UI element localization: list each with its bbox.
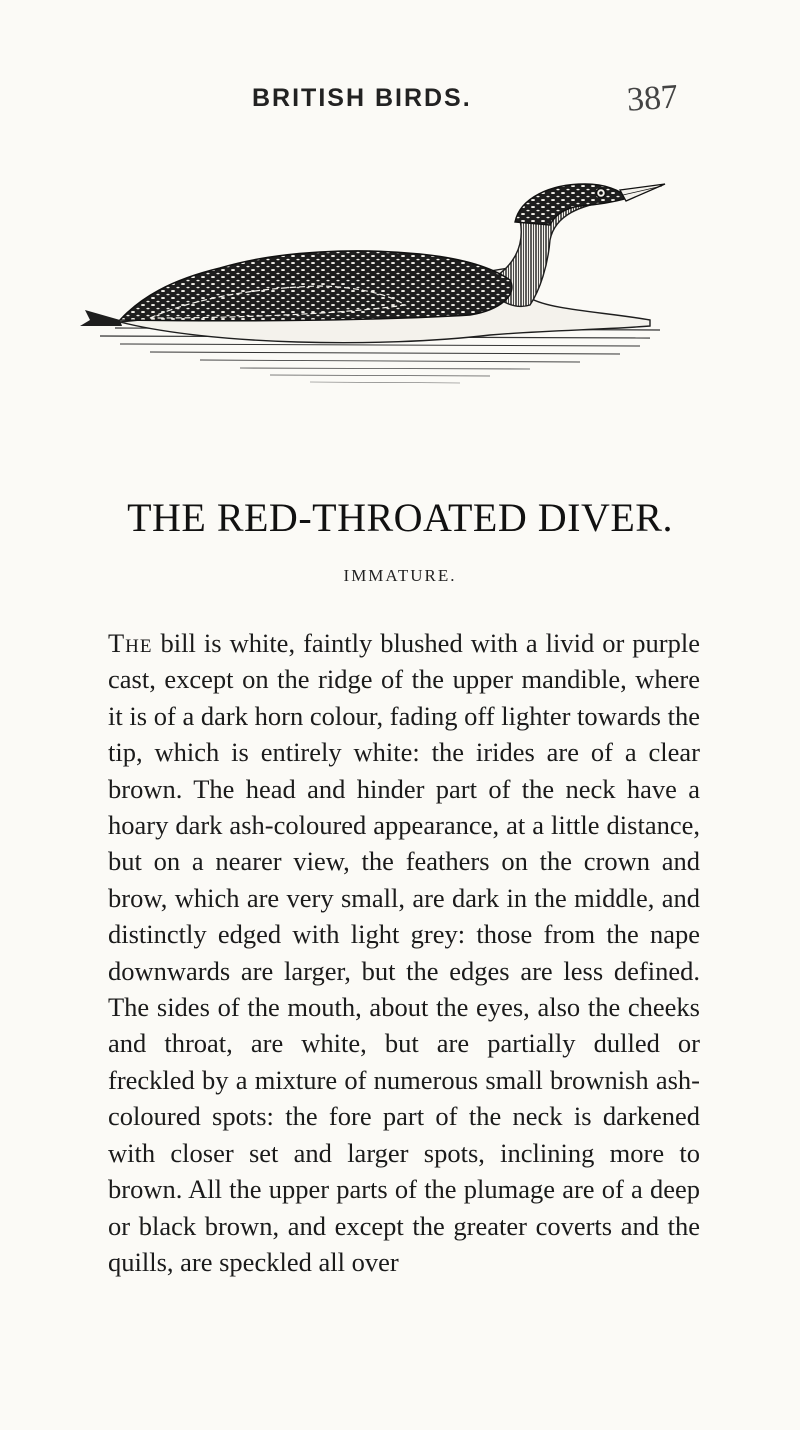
body-text: bill is white, faintly blushed with a livid or purple cast, except on the ridge of the upper mandible, where it is of a dark horn colour, fading off lighter towards the tip, which is entirely white: the irides are of a clear brown. The head and hinder part of the neck have a hoary dark ash-coloured appearance, at a little distance, but on a nearer view, the feathers on the crown and brow, which are very small, are dark in the middle, and distinctly edged with light grey: those from the nape downwards are larger, but the edges are less defined. The sides of the mouth, about the eyes, also the cheeks and throat, are white, but are partially dulled or freckled by a mixture of numerous small brownish ash-coloured spots: the fore part of the neck is darkened with closer set and larger spots, inclining more to brown. All the upper parts of the plumage are of a deep or black brown, and except the greater coverts and the quills, are speckled all over [108, 628, 700, 1277]
plate-title: THE RED-THROATED DIVER. [127, 495, 673, 540]
running-head: BRITISH BIRDS. [252, 84, 472, 112]
body-paragraph [108, 625, 700, 1280]
bird-back [120, 251, 512, 321]
lead-words: The [108, 628, 153, 658]
bird-head [515, 184, 628, 225]
plate-subtitle: IMMATURE. [343, 566, 457, 585]
page-number: 387 [625, 78, 680, 119]
diver-engraving [60, 170, 700, 470]
bird-tail [80, 310, 122, 326]
